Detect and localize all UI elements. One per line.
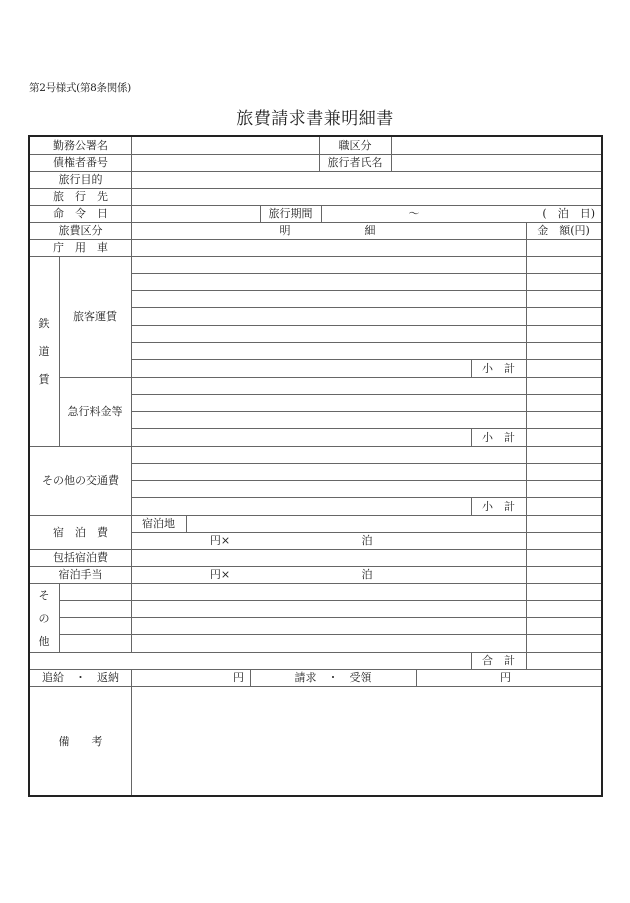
row-divider — [131, 480, 601, 481]
label-passenger-fare: 旅客運賃 — [73, 310, 117, 323]
row-divider — [30, 566, 601, 567]
other-char-1: そ — [38, 589, 50, 602]
row-divider — [30, 515, 601, 516]
row-divider — [30, 222, 601, 223]
row-divider — [30, 239, 601, 240]
allowance-nights: 泊 — [361, 568, 373, 581]
label-travel-period: 旅行期間 — [268, 207, 313, 220]
col-divider — [391, 137, 392, 171]
row-divider — [131, 428, 601, 429]
row-divider — [30, 669, 601, 670]
label-destination: 旅 行 先 — [53, 190, 108, 203]
other-char-3: 他 — [38, 635, 50, 648]
other-char-2: の — [38, 612, 50, 625]
railway-char-1: 鉄 — [38, 317, 50, 330]
other-group-label — [30, 587, 58, 649]
label-office-name: 勤務公署名 — [53, 139, 108, 152]
office-name-field[interactable] — [131, 137, 319, 154]
claim-amount-field[interactable]: 円 — [500, 671, 511, 684]
railway-char-3: 賃 — [38, 373, 50, 386]
order-date-field[interactable] — [131, 205, 260, 222]
col-divider — [471, 652, 472, 669]
government-car-field[interactable] — [131, 239, 526, 256]
row-divider — [131, 532, 601, 533]
col-divider — [471, 497, 472, 515]
adjust-amount-field[interactable]: 円 — [233, 671, 244, 684]
lodging-nights: 泊 — [361, 534, 373, 547]
destination-field[interactable] — [131, 188, 601, 205]
expense-form-table — [28, 135, 603, 797]
row-divider — [131, 325, 601, 326]
col-divider — [250, 669, 251, 686]
nights-days-field[interactable]: ( 泊 日) — [542, 207, 595, 220]
row-divider — [30, 686, 601, 687]
row-divider — [30, 583, 601, 584]
job-class-field[interactable] — [391, 137, 601, 154]
col-divider — [59, 256, 60, 446]
label-job-class: 職区分 — [338, 139, 372, 152]
railway-char-2: 道 — [38, 345, 50, 358]
row-divider — [30, 154, 601, 155]
form-number: 第2号様式(第8条関係) — [29, 82, 131, 94]
subtotal-express-fee: 小 計 — [482, 430, 515, 444]
row-divider — [131, 394, 601, 395]
row-divider — [59, 377, 601, 378]
row-divider — [59, 617, 601, 618]
row-divider — [59, 600, 601, 601]
label-package-lodging: 包括宿泊費 — [53, 551, 108, 564]
header-details-sai: 細 — [364, 224, 376, 237]
railway-group-label — [30, 315, 58, 387]
label-remarks: 備 考 — [58, 735, 103, 748]
label-expense-type: 旅費区分 — [58, 224, 103, 237]
lodging-yen-times: 円× — [209, 534, 231, 547]
row-divider — [131, 497, 601, 498]
col-divider — [471, 428, 472, 446]
col-divider — [319, 137, 320, 171]
col-divider — [186, 515, 187, 532]
col-divider — [321, 205, 322, 222]
row-divider — [30, 188, 601, 189]
label-lodging: 宿 泊 費 — [53, 525, 108, 539]
col-divider — [471, 359, 472, 377]
row-divider — [30, 256, 601, 257]
creditor-number-field[interactable] — [131, 154, 319, 171]
col-divider — [131, 137, 132, 652]
period-tilde[interactable]: ～ — [408, 207, 420, 220]
row-divider — [30, 446, 601, 447]
traveler-name-field[interactable] — [391, 154, 601, 171]
label-other-transport: その他の交通費 — [42, 474, 119, 487]
label-lodging-allowance: 宿泊手当 — [58, 568, 103, 581]
row-divider — [30, 171, 601, 172]
amount-col-divider — [526, 222, 527, 669]
page-title: 旅費請求書兼明細書 — [236, 109, 394, 129]
row-divider — [59, 634, 601, 635]
row-divider — [131, 342, 601, 343]
subtotal-other-transport: 小 計 — [482, 499, 515, 513]
subtotal-passenger-fare: 小 計 — [482, 361, 515, 375]
label-creditor-number: 債権者番号 — [53, 156, 108, 169]
label-government-car: 庁 用 車 — [53, 241, 108, 254]
header-amount: 金 額(円) — [537, 224, 590, 237]
label-traveler-name: 旅行者氏名 — [327, 156, 383, 169]
allowance-yen-times: 円× — [209, 568, 231, 581]
row-divider — [131, 307, 601, 308]
label-order-date: 命 令 日 — [53, 207, 108, 220]
label-purpose: 旅行目的 — [58, 173, 103, 186]
row-divider — [131, 273, 601, 274]
col-divider — [260, 205, 261, 222]
col-divider — [416, 669, 417, 686]
purpose-field[interactable] — [131, 171, 601, 188]
header-details-mei: 明 — [279, 224, 291, 237]
row-divider — [30, 205, 601, 206]
row-divider — [131, 463, 601, 464]
label-express-fee: 急行料金等 — [67, 405, 123, 418]
col-divider — [131, 669, 132, 795]
row-divider — [131, 411, 601, 412]
label-lodging-place: 宿泊地 — [142, 517, 175, 530]
label-adjust-refund: 追給 ・ 返納 — [42, 671, 119, 684]
label-total: 合 計 — [482, 654, 515, 667]
row-divider — [30, 549, 601, 550]
label-claim-receipt: 請求 ・ 受領 — [294, 671, 372, 684]
lodging-place-field[interactable] — [186, 515, 526, 532]
row-divider — [131, 359, 601, 360]
row-divider — [30, 652, 601, 653]
row-divider — [131, 290, 601, 291]
remarks-field[interactable] — [131, 686, 601, 795]
col-divider — [59, 583, 60, 652]
